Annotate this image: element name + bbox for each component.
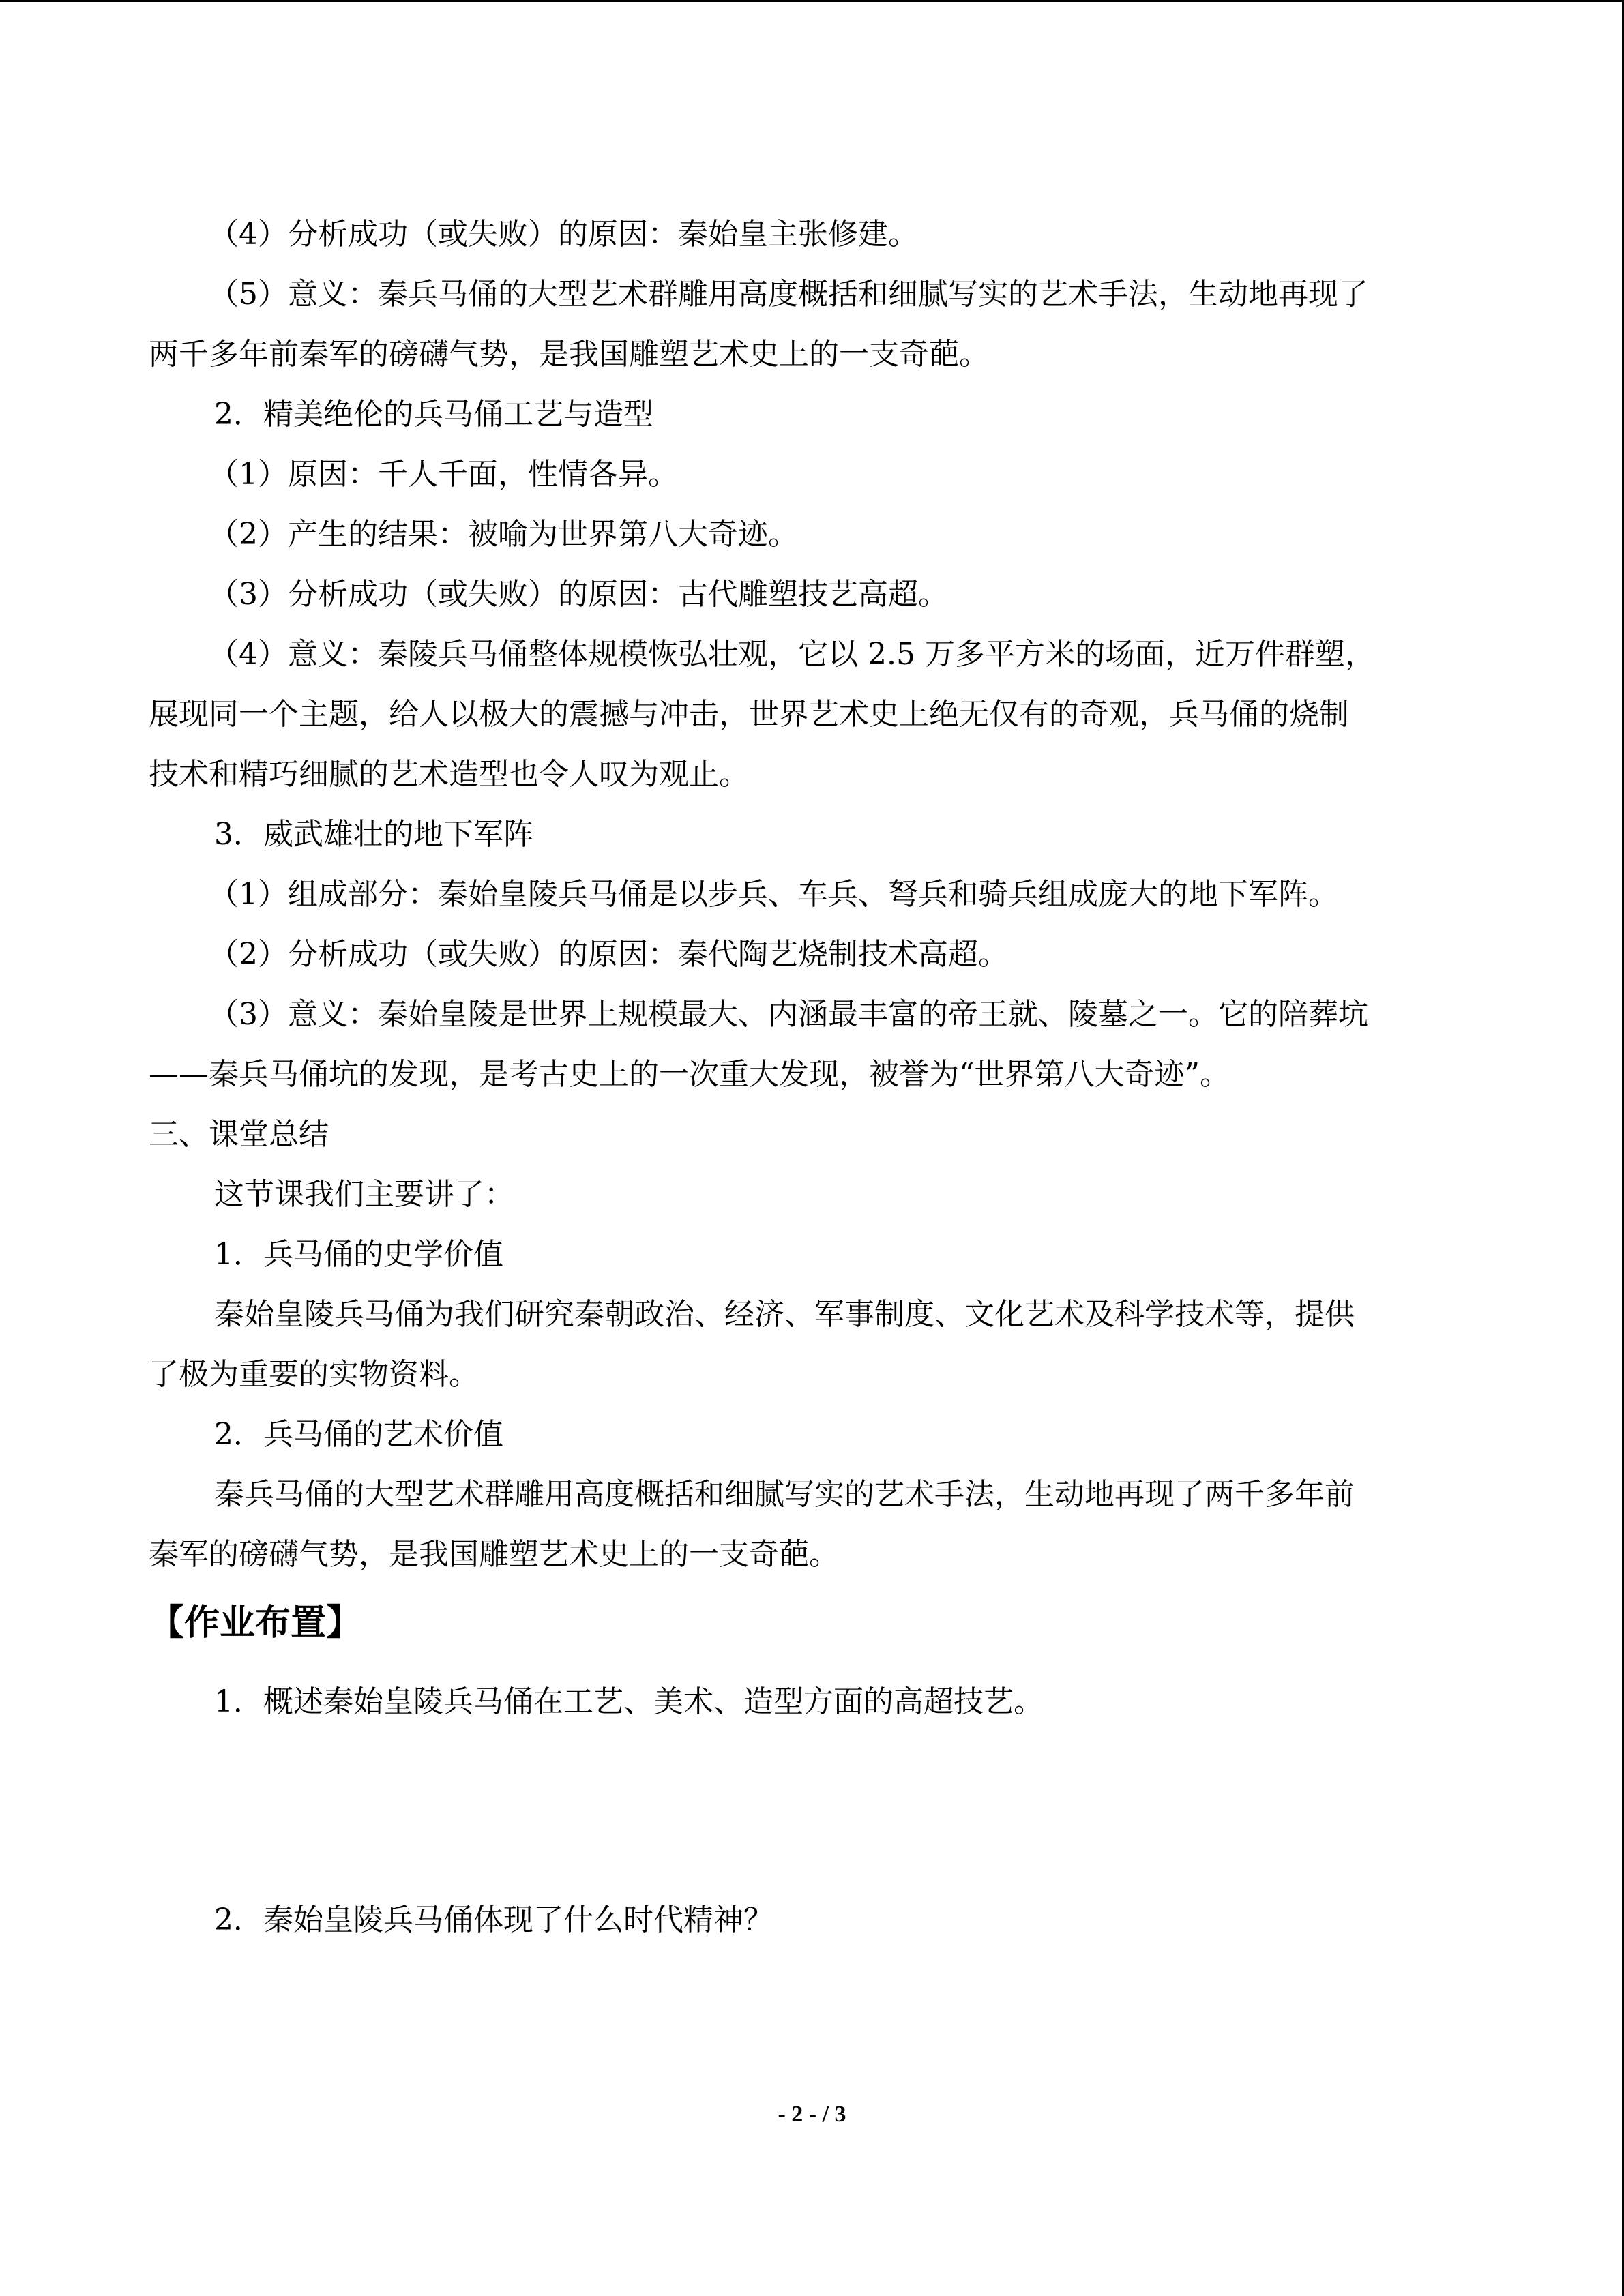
paragraph-line: 秦始皇陵兵马俑为我们研究秦朝政治、经济、军事制度、文化艺术及科学技术等，提供 — [214, 1297, 1355, 1332]
homework-heading: 【作业布置】 — [149, 1602, 362, 1643]
paragraph-line: 技术和精巧细腻的艺术造型也令人叹为观止。 — [149, 757, 749, 792]
page-top-border — [0, 0, 1624, 2]
paragraph-line: （1）原因：千人千面，性情各异。 — [209, 457, 678, 492]
section-heading: 三、课堂总结 — [149, 1117, 329, 1152]
paragraph-line: 展现同一个主题，给人以极大的震撼与冲击，世界艺术史上绝无仅有的奇观，兵马俑的烧制 — [149, 697, 1349, 732]
paragraph-line: 秦兵马俑的大型艺术群雕用高度概括和细腻写实的艺术手法，生动地再现了两千多年前 — [214, 1477, 1355, 1512]
section-subheading: 1．兵马俑的史学价值 — [214, 1237, 503, 1272]
paragraph-line: （3）意义：秦始皇陵是世界上规模最大、内涵最丰富的帝王就、陵墓之一。它的陪葬坑 — [209, 997, 1368, 1032]
answer-space — [149, 1732, 1486, 1890]
paragraph-line: ——秦兵马俑坑的发现，是考古史上的一次重大发现，被誉为“世界第八大奇迹”。 — [149, 1057, 1230, 1092]
paragraph-line: （3）分析成功（或失败）的原因：古代雕塑技艺高超。 — [209, 577, 948, 612]
paragraph-line: （4）意义：秦陵兵马俑整体规模恢弘壮观，它以 2.5 万多平方米的场面，近万件群塑， — [209, 637, 1375, 672]
document-body — [149, 205, 1486, 1950]
paragraph-line: （4）分析成功（或失败）的原因：秦始皇主张修建。 — [209, 217, 918, 252]
section-subheading: 2．精美绝伦的兵马俑工艺与造型 — [214, 397, 653, 432]
homework-question-2: 2．秦始皇陵兵马俑体现了什么时代精神？ — [214, 1903, 773, 1937]
paragraph-line: 了极为重要的实物资料。 — [149, 1357, 479, 1392]
page-number: - 2 - / 3 — [778, 2102, 846, 2127]
paragraph-line: （2）产生的结果：被喻为世界第八大奇迹。 — [209, 517, 798, 552]
paragraph-line: 这节课我们主要讲了： — [214, 1177, 514, 1212]
paragraph-line: （5）意义：秦兵马俑的大型艺术群雕用高度概括和细腻写实的艺术手法，生动地再现了 — [209, 277, 1368, 312]
paragraph-line: 秦军的磅礴气势，是我国雕塑艺术史上的一支奇葩。 — [149, 1537, 839, 1572]
paragraph-line: （2）分析成功（或失败）的原因：秦代陶艺烧制技术高超。 — [209, 937, 1008, 972]
paragraph-line: （1）组成部分：秦始皇陵兵马俑是以步兵、车兵、弩兵和骑兵组成庞大的地下军阵。 — [209, 877, 1338, 912]
paragraph-line: 两千多年前秦军的磅礴气势，是我国雕塑艺术史上的一支奇葩。 — [149, 337, 989, 372]
homework-question-1: 1．概述秦始皇陵兵马俑在工艺、美术、造型方面的高超技艺。 — [214, 1684, 1044, 1719]
section-subheading: 2．兵马俑的艺术价值 — [214, 1417, 503, 1452]
section-subheading: 3．威武雄壮的地下军阵 — [214, 817, 533, 852]
